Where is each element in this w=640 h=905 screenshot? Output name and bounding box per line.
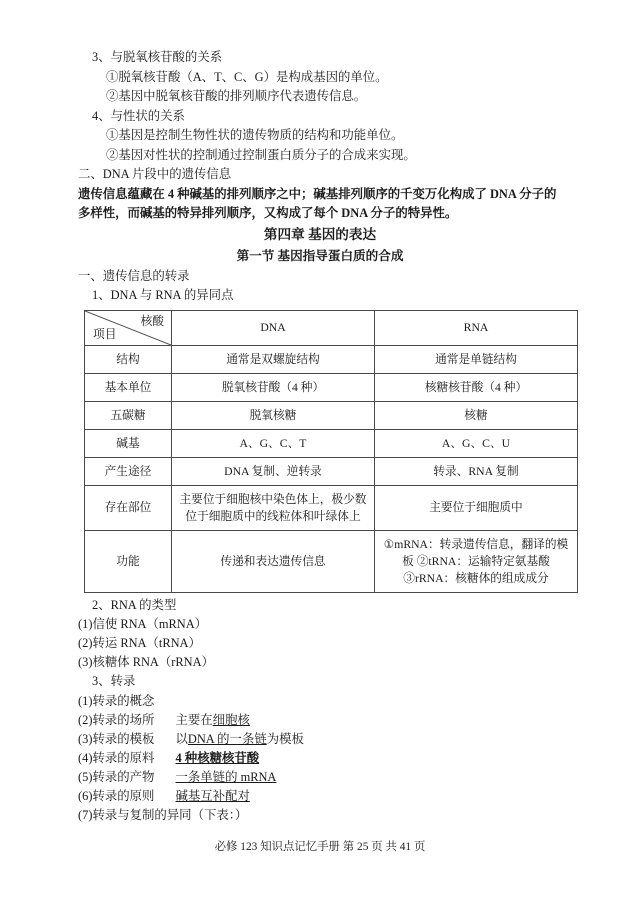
list-item-label: (2)转录的场所	[78, 712, 155, 727]
section-title: 第一节 基因指导蛋白质的合成	[236, 248, 404, 263]
list-item-label: (4)转录的原料	[78, 750, 155, 765]
table-cell-rna: 核糖核苷酸（4 种）	[375, 373, 578, 401]
list-item-underline: 4 种核糖核苷酸	[175, 750, 260, 765]
table-cell-dna: 通常是双螺旋结构	[172, 345, 375, 373]
list-item-underline: 细胞核	[212, 712, 250, 727]
list-item: (2)转运 RNA（tRNA）	[78, 636, 201, 650]
table-cell-rna: A、G、C、U	[375, 429, 578, 457]
table-row	[85, 485, 578, 530]
paragraph-genetic-info: 遗传信息蕴藏在 4 种碱基的排列顺序之中；碱基排列顺序的千变万化构成了 DNA 分子的多样性，而碱基的特异排列顺序，又构成了每个 DNA 分子的特异性。	[78, 186, 557, 220]
table-cell-item: 基本单位	[85, 373, 172, 401]
text-line: ①脱氧核苷酸（A、T、C、G）是构成基因的单位。	[106, 69, 388, 84]
heading-table: 1、DNA 与 RNA 的异同点	[92, 288, 234, 302]
table-cell-rna: 核糖	[375, 401, 578, 429]
list-item-label: (3)转录的模板	[78, 731, 155, 746]
table-cell-dna: DNA 复制、逆转录	[172, 457, 375, 485]
table-cell-rna: 转录、RNA 复制	[375, 457, 578, 485]
list-item-label: (6)转录的原则	[78, 788, 155, 803]
text-line: ②基因中脱氧核苷酸的排列顺序代表遗传信息。	[106, 89, 367, 103]
table-row	[85, 401, 578, 429]
list-item-tail: 为模板	[266, 731, 304, 746]
list-item: (1)信使 RNA（mRNA）	[78, 617, 208, 631]
chapter-title: 第四章 基因的表达	[263, 226, 377, 242]
table-header-row	[85, 310, 578, 345]
list-item-underline: 一条单链的 mRNA	[175, 769, 277, 784]
list-item-label: (7)转录与复制的异同（下表：）	[78, 807, 248, 822]
list-item	[78, 806, 562, 825]
table-cell-item: 五碳糖	[85, 401, 172, 429]
corner-label-top: 核酸	[140, 314, 164, 328]
table-row	[85, 530, 578, 592]
table-cell-item: 存在部位	[85, 485, 172, 530]
list-item	[78, 787, 562, 806]
heading-dna-fragment: 二、DNA 片段中的遗传信息	[78, 167, 232, 181]
heading-transcription: 一、遗传信息的转录	[78, 268, 190, 283]
table-cell-dna: 主要位于细胞核中染色体上，极少数位于细胞质中的线粒体和叶绿体上	[172, 485, 375, 530]
table-cell-dna: 脱氧核苷酸（4 种）	[172, 373, 375, 401]
list-item	[78, 711, 562, 730]
list-item: (3)核糖体 RNA（rRNA）	[78, 655, 214, 669]
table-corner-cell	[85, 310, 172, 345]
text-line: 4、与性状的关系	[92, 108, 185, 123]
text-line: ②基因对性状的控制通过控制蛋白质分子的合成来实现。	[106, 147, 416, 162]
table-cell-rna: 主要位于细胞质中	[375, 485, 578, 530]
document-content	[78, 48, 569, 825]
table-row	[85, 373, 578, 401]
table-row	[85, 457, 578, 485]
table-cell-dna: 传递和表达遗传信息	[172, 530, 375, 592]
list-item	[78, 768, 562, 787]
list-item-value: 主要在	[175, 712, 213, 727]
list-item-underline: DNA 的一条链	[187, 731, 267, 746]
table-cell-item: 结构	[85, 345, 172, 373]
table-row	[85, 345, 578, 373]
table-cell-rna: ①mRNA：转录遗传信息，翻译的模板 ②tRNA：运输特定氨基酸 ③rRNA：核糖体的组成成分	[375, 530, 578, 592]
table-cell-rna: 通常是单链结构	[375, 345, 578, 373]
list-item	[78, 749, 562, 768]
table-header-rna: RNA	[375, 310, 578, 345]
table-cell-dna: 脱氧核糖	[172, 401, 375, 429]
list-item-value: 以	[175, 731, 188, 746]
table-cell-item: 产生途径	[85, 457, 172, 485]
table-cell-dna: A、G、C、T	[172, 429, 375, 457]
list-item-underline: 碱基互补配对	[175, 788, 250, 803]
table-cell-item: 功能	[85, 530, 172, 592]
corner-label-bottom: 项目	[93, 327, 117, 341]
list-item-label: (5)转录的产物	[78, 769, 155, 784]
list-item	[78, 730, 562, 749]
dna-rna-comparison-table	[84, 310, 578, 593]
text-line: ①基因是控制生物性状的遗传物质的结构和功能单位。	[106, 128, 404, 142]
page-footer: 必修 123 知识点记忆手册 第 25 页 共 41 页	[214, 841, 426, 853]
list-item-label: (1)转录的概念	[78, 693, 155, 708]
text-line: 3、与脱氧核苷酸的关系	[92, 50, 223, 64]
table-row	[85, 429, 578, 457]
list-item	[78, 692, 562, 711]
table-header-dna: DNA	[172, 310, 375, 345]
heading-rna-types: 2、RNA 的类型	[92, 597, 177, 612]
table-cell-item: 碱基	[85, 429, 172, 457]
heading-transcription-detail: 3、转录	[92, 674, 136, 688]
